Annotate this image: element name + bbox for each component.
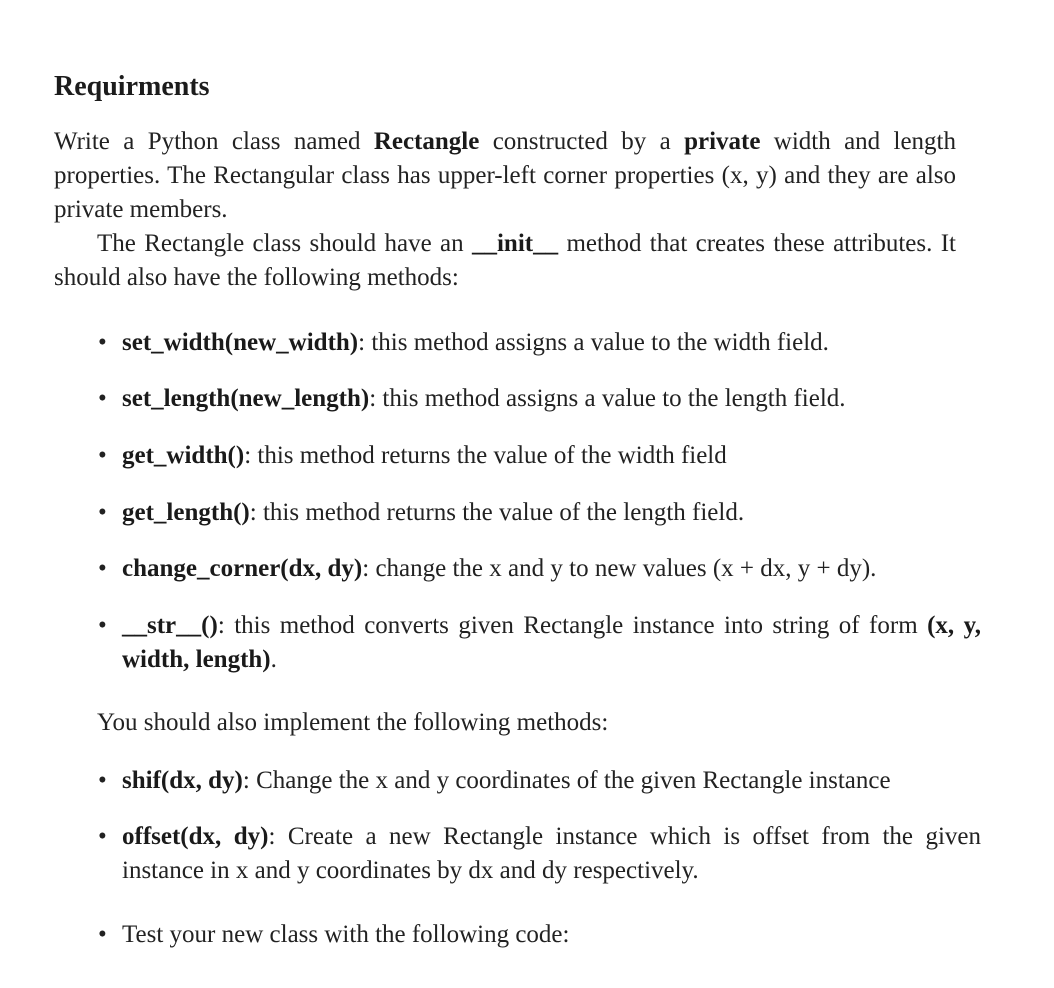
method-name: get_width() bbox=[122, 442, 245, 469]
intro-text-2: constructed by a bbox=[479, 128, 685, 155]
sentence-end: . bbox=[270, 646, 277, 673]
init-text-1: The Rectangle class should have an bbox=[97, 230, 472, 257]
bullet-icon: • bbox=[98, 921, 107, 948]
method-description: : this method assigns a value to the length field. bbox=[369, 385, 846, 412]
method-name: change_corner(dx, dy) bbox=[122, 555, 363, 582]
method-name: shif(dx, dy) bbox=[122, 767, 243, 794]
method-name: get_length() bbox=[122, 499, 250, 526]
test-instruction: Test your new class with the following code: bbox=[122, 921, 570, 948]
list-item bbox=[97, 918, 981, 952]
bullet-icon: • bbox=[98, 612, 107, 639]
method-name: __str__() bbox=[122, 612, 218, 639]
list-item bbox=[97, 496, 981, 530]
bullet-icon: • bbox=[98, 442, 107, 469]
list-item bbox=[97, 439, 981, 473]
intro-text-1: Write a Python class named bbox=[54, 128, 374, 155]
section-heading: Requirments bbox=[54, 71, 210, 102]
method-name: set_width(new_width) bbox=[122, 329, 359, 356]
bullet-icon: • bbox=[98, 329, 107, 356]
method-description: : this method assigns a value to the width field. bbox=[358, 329, 829, 356]
list-item bbox=[97, 764, 981, 798]
list-item bbox=[97, 382, 981, 416]
intro-class-name: Rectangle bbox=[373, 128, 480, 155]
method-name: set_length(new_length) bbox=[122, 385, 370, 412]
method-description: : this method returns the value of the width field bbox=[244, 442, 727, 469]
list-item bbox=[97, 609, 981, 677]
bullet-icon: • bbox=[98, 499, 107, 526]
method-name: offset(dx, dy) bbox=[122, 823, 269, 850]
bullet-icon: • bbox=[98, 555, 107, 582]
list-item bbox=[97, 820, 981, 888]
bullet-icon: • bbox=[98, 385, 107, 412]
intro-paragraph bbox=[54, 125, 956, 227]
list-item bbox=[97, 326, 981, 360]
init-paragraph bbox=[54, 227, 956, 295]
method-description: : change the x and y to new values (x + dx, y + dy). bbox=[362, 555, 877, 582]
also-paragraph: You should also implement the following methods: bbox=[97, 709, 609, 736]
method-description: : this method converts given Rectangle instance into string of form bbox=[217, 612, 928, 639]
init-text-2: method that creates these attributes. It should also have the following methods: bbox=[54, 230, 956, 291]
string-form: (x, y, width, length) bbox=[122, 612, 981, 673]
intro-private-keyword: private bbox=[684, 128, 761, 155]
method-description: : this method returns the value of the length field. bbox=[249, 499, 745, 526]
method-description: : Change the x and y coordinates of the given Rectangle instance bbox=[242, 767, 891, 794]
init-method-name: __init__ bbox=[471, 230, 559, 257]
method-description: : Create a new Rectangle instance which is offset from the given instance in x and y coordinates by dx and dy respectively. bbox=[122, 823, 981, 884]
intro-text-3: width and length properties. The Rectangular class has upper-left corner properties (x, y) and they are also private members. bbox=[54, 128, 956, 223]
bullet-icon: • bbox=[98, 823, 107, 850]
list-item bbox=[97, 552, 981, 586]
bullet-icon: • bbox=[98, 767, 107, 794]
